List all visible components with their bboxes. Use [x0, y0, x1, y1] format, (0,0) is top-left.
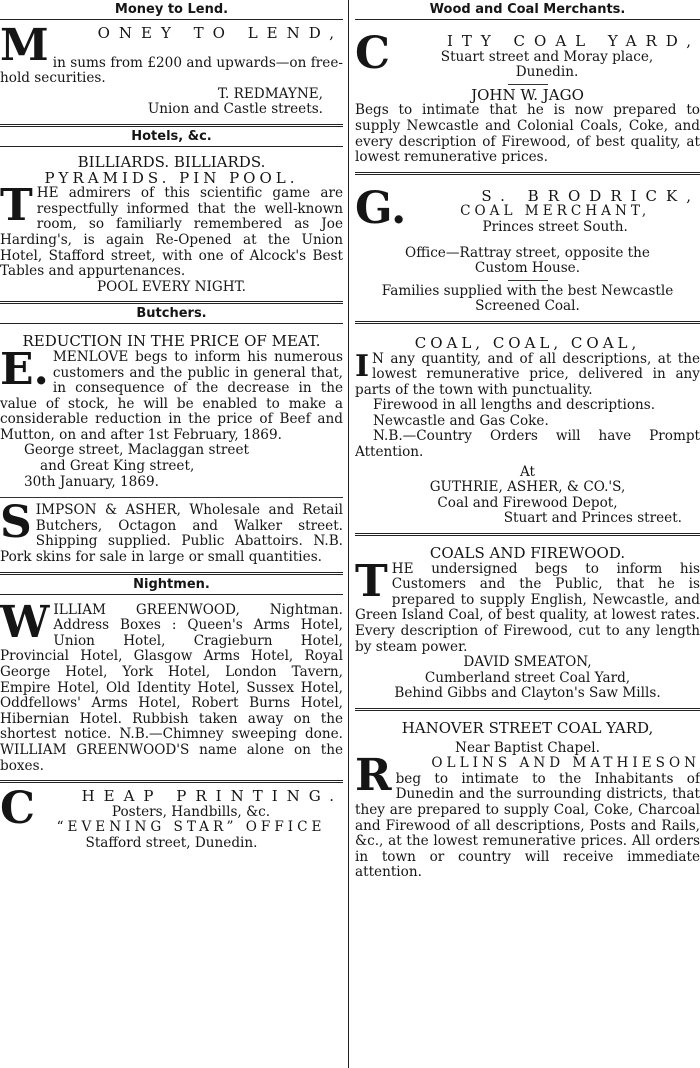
ad-title: HANOVER STREET COAL YARD,	[401, 718, 654, 737]
hotels-header: Hotels, &c.	[0, 124, 343, 147]
ad-title: COALS AND FIREWOOD.	[429, 544, 626, 563]
drop-cap: I	[355, 348, 370, 384]
ad-signature: DAVID SMEATON,	[463, 654, 592, 671]
ad-line: N.B.—Country Orders will have Prompt Attention.	[355, 428, 700, 461]
ad-body: in sums from £200 and upwards—on free-hold securities.	[0, 54, 343, 87]
drop-cap: E.	[0, 343, 49, 395]
drop-cap: T	[355, 555, 388, 607]
printing-ad	[0, 783, 343, 851]
greenwood-ad	[0, 595, 343, 775]
ad-body: HE undersigned begs to inform his Customers and the Public, that he is prepared to supply English, Newcastle, and Green Island Coal, of best quality, at lowest rates. Every description of Firewood, cut to any length by steam power.	[355, 560, 700, 655]
drop-cap: T	[0, 180, 33, 232]
ad-address: and Great King street,	[40, 458, 195, 475]
ad-line: Stafford street, Dunedin.	[85, 834, 258, 851]
ad-body: N any quantity, and of all descriptions, at the lowest remunerative price, delivered in any parts of the town with punctuality.	[355, 350, 700, 398]
ad-body: IMPSON & ASHER, Wholesale and Retail Butchers, Octagon and Walker street. Shipping supplied. Public Abattoirs. N.B. Pork skins for sale in large or small quantities.	[0, 502, 343, 566]
ad-signature: GUTHRIE, ASHER, & CO.'S,	[429, 479, 626, 496]
drop-cap: M	[0, 20, 49, 71]
left-column	[0, 0, 343, 1068]
ad-address: Cumberland street Coal Yard,	[424, 669, 631, 686]
drop-cap: C	[0, 783, 36, 835]
column-rule	[348, 0, 349, 1068]
money-ad	[0, 20, 343, 118]
ad-closing: POOL EVERY NIGHT.	[97, 278, 246, 295]
ad-address: Stuart street and Moray place,	[440, 48, 654, 65]
brodrick-ad	[355, 175, 700, 315]
ad-title: COAL, COAL, COAL,	[414, 333, 641, 352]
ad-title: S. BRODRICK,	[481, 186, 700, 205]
drop-cap: S	[0, 497, 32, 549]
ad-address: Stuart and Princes street.	[503, 510, 682, 527]
ad-line: Custom House.	[474, 260, 581, 277]
nightmen-header: Nightmen.	[0, 572, 343, 595]
menlove-ad	[0, 324, 343, 490]
ad-address: Dunedin.	[515, 64, 579, 81]
ad-address: Near Baptist Chapel.	[455, 739, 600, 756]
ad-body: HE admirers of this scientific game are respectfully informed that the well-known room, so familiarly remembered as Joe Harding's, is again Re-Opened at the Union Hotel, Stafford street, with one of Alcock's Best Tables and appurtenances.	[0, 185, 343, 280]
ad-title: ONEY TO LEND,	[97, 24, 343, 42]
billiards-ad	[0, 147, 343, 295]
drop-cap: R	[355, 750, 392, 802]
drop-cap: G.	[355, 182, 407, 234]
ad-address: George street, Maclaggan street	[24, 442, 249, 459]
ad-title: OLLINS AND MATHIESON	[431, 755, 700, 772]
ad-line: At	[519, 463, 536, 480]
hanover-ad	[355, 711, 700, 881]
butchers-header: Butchers.	[0, 301, 343, 324]
ad-body: ILLIAM GREENWOOD, Nightman. Address Boxes : Queen's Arms Hotel, Union Hotel, Cragieburn Hotel, Provincial Hotel, Glasgow Arms Hotel, Royal George Hotel, York Hotel, London Tavern, Empire Hotel, Old Identity Hotel, Sussex Hotel, Oddfellows' Arms Hotel, Robert Burns Hotel, Hibernian Hotel. Rubbish taken away on the shortest notice. N.B.—Chimney sweeping done. WILLIAM GREENWOOD'S name alone on the boxes.	[0, 601, 343, 774]
ad-line: Office—Rattray street, opposite the	[405, 244, 650, 261]
simpson-ad	[0, 497, 343, 566]
wood-coal-header: Wood and Coal Merchants.	[355, 0, 700, 20]
ad-title: COAL MERCHANT,	[460, 203, 651, 220]
divider	[0, 497, 343, 498]
divider	[508, 280, 548, 281]
divider	[508, 84, 548, 85]
ad-address: Behind Gibbs and Clayton's Saw Mills.	[394, 685, 661, 702]
ad-address: Coal and Firewood Depot,	[437, 494, 618, 511]
drop-cap: W	[0, 596, 50, 648]
money-header: Money to Lend.	[0, 0, 343, 20]
ad-title: REDUCTION IN THE PRICE OF MEAT.	[22, 332, 321, 351]
ad-line: Firewood in all lengths and descriptions.	[373, 397, 656, 414]
drop-cap: C	[355, 28, 391, 79]
coal-coal-ad	[355, 324, 700, 527]
ad-title: PYRAMIDS. PIN POOL.	[44, 168, 299, 187]
right-column	[355, 0, 700, 1068]
ad-line: Newcastle and Gas Coke.	[373, 412, 549, 429]
ad-title: ITY COAL YARD,	[446, 32, 700, 50]
ad-date: 30th January, 1869.	[24, 473, 159, 490]
ad-body: Families supplied with the best Newcastle Screened Coal.	[381, 282, 674, 315]
coals-firewood-ad	[355, 536, 700, 702]
ad-signature: T. REDMAYNE,	[217, 85, 323, 102]
ad-title: HEAP PRINTING.	[81, 787, 343, 806]
city-coal-ad	[355, 20, 700, 166]
ad-signature: JOHN W. JAGO	[471, 85, 584, 104]
ad-line: “EVENING STAR” OFFICE	[56, 819, 326, 836]
ad-line: Posters, Handbills, &c.	[111, 803, 271, 820]
ad-body: MENLOVE begs to inform his numerous customers and the public in general that, in consequence of the decrease in the value of stock, he will be enabled to make a considerable reduction in the price of Beef and Mutton, on and after 1st February, 1869.	[0, 348, 343, 443]
ad-address: Princes street South.	[482, 218, 628, 235]
ad-title: BILLIARDS. BILLIARDS.	[77, 152, 266, 171]
ad-body: Begs to intimate that he is now prepared to supply Newcastle and Colonial Coals, Coke, and every description of Firewood, of best quality, at lowest remunerative prices.	[355, 102, 700, 166]
ad-body: beg to intimate to the Inhabitants of Dunedin and the surrounding districts, that they are prepared to supply Coal, Coke, Charcoal and Firewood of all descriptions, Posts and Rails, &c., at the lowest remunerative prices. All orders in town or country will receive immediate attention.	[355, 770, 700, 881]
ad-address: Union and Castle streets.	[147, 101, 323, 118]
